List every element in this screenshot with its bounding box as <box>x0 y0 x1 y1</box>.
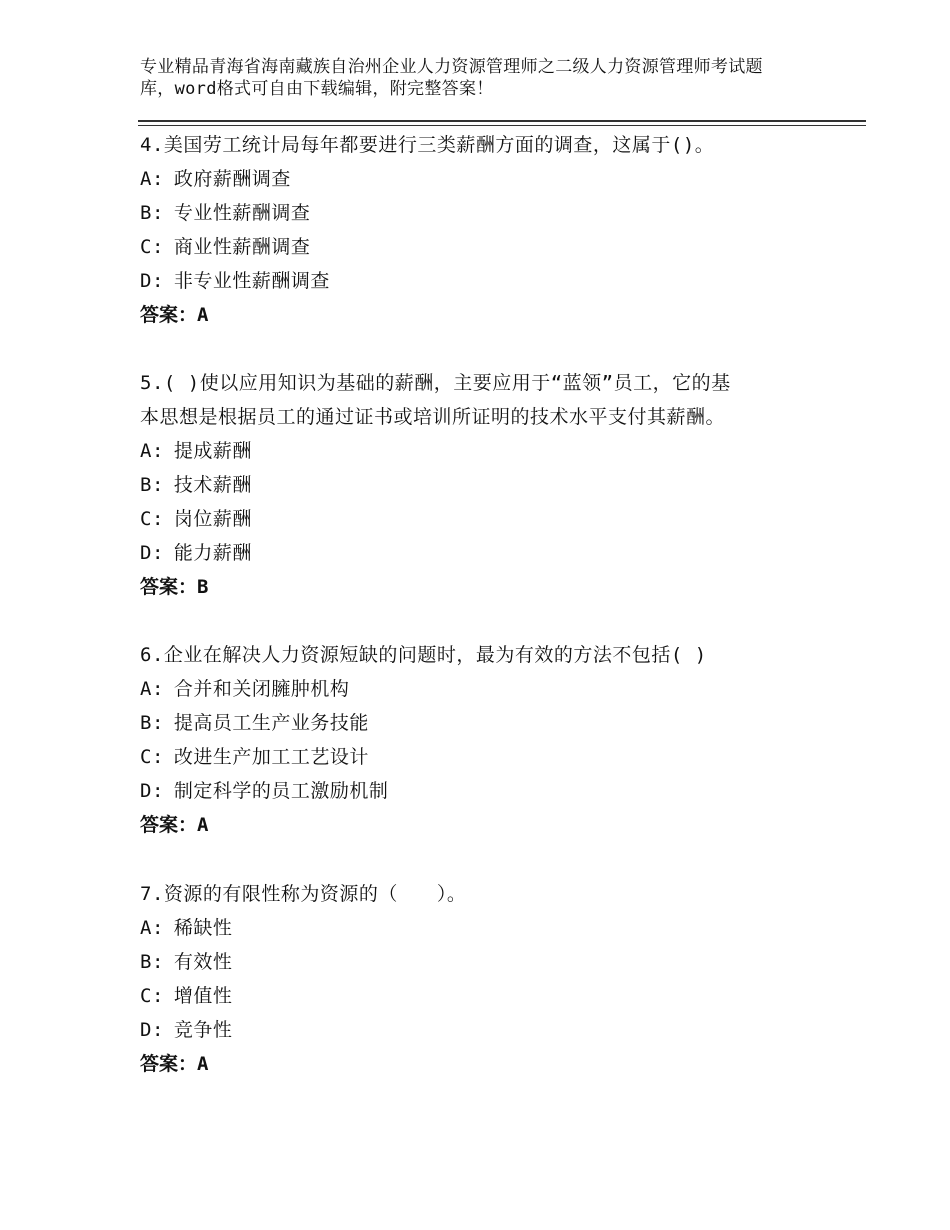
option-d: D: 能力薪酬 <box>140 536 820 570</box>
option-text: 合并和关闭臃肿机构 <box>173 678 350 700</box>
option-a: A: 政府薪酬调查 <box>140 162 820 196</box>
option-text: 稀缺性 <box>173 917 233 939</box>
question-text-line-2: 本思想是根据员工的通过证书或培训所证明的技术水平支付其薪酬。 <box>140 406 726 428</box>
option-key: C <box>140 508 152 530</box>
option-key: B <box>140 202 152 224</box>
option-b: B: 专业性薪酬调查 <box>140 196 820 230</box>
question-4 <box>140 128 820 332</box>
document-header <box>140 56 840 100</box>
answer-label: 答案： <box>140 814 198 836</box>
option-text: 能力薪酬 <box>173 542 252 564</box>
question-5 <box>140 366 820 604</box>
option-key: D <box>140 270 152 292</box>
question-text: 6.企业在解决人力资源短缺的问题时，最为有效的方法不包括( ) <box>140 644 707 666</box>
option-key: C <box>140 746 152 768</box>
header-title-line-2: 库，word格式可自由下载编辑，附完整答案！ <box>140 79 494 99</box>
header-divider-thick <box>138 120 866 122</box>
answer-label: 答案： <box>140 304 198 326</box>
option-key: B <box>140 712 152 734</box>
option-c: C: 改进生产加工工艺设计 <box>140 740 820 774</box>
option-c: C: 增值性 <box>140 979 820 1013</box>
answer-label: 答案： <box>140 576 198 598</box>
option-text: 商业性薪酬调查 <box>173 236 311 258</box>
option-b: B: 提高员工生产业务技能 <box>140 706 820 740</box>
option-text: 提高员工生产业务技能 <box>173 712 369 734</box>
answer-value: A <box>197 814 209 836</box>
option-c: C: 商业性薪酬调查 <box>140 230 820 264</box>
option-key: A <box>140 440 152 462</box>
question-6 <box>140 638 820 842</box>
answer-line <box>140 570 820 604</box>
option-a: A: 合并和关闭臃肿机构 <box>140 672 820 706</box>
option-a: A: 提成薪酬 <box>140 434 820 468</box>
answer-line <box>140 1047 820 1081</box>
answer-value: B <box>197 576 209 598</box>
question-text: 4.美国劳工统计局每年都要进行三类薪酬方面的调查，这属于()。 <box>140 134 715 156</box>
option-key: D <box>140 542 152 564</box>
option-key: C <box>140 985 152 1007</box>
option-a: A: 稀缺性 <box>140 911 820 945</box>
option-b: B: 有效性 <box>140 945 820 979</box>
option-text: 竞争性 <box>173 1019 233 1041</box>
option-text: 岗位薪酬 <box>173 508 252 530</box>
option-text: 提成薪酬 <box>173 440 252 462</box>
option-d: D: 非专业性薪酬调查 <box>140 264 820 298</box>
answer-line <box>140 808 820 842</box>
option-key: A <box>140 917 152 939</box>
answer-value: A <box>197 1053 209 1075</box>
answer-line <box>140 298 820 332</box>
option-d: D: 竞争性 <box>140 1013 820 1047</box>
option-c: C: 岗位薪酬 <box>140 502 820 536</box>
option-key: B <box>140 474 152 496</box>
option-text: 政府薪酬调查 <box>173 168 291 190</box>
option-d: D: 制定科学的员工激励机制 <box>140 774 820 808</box>
option-key: D <box>140 1019 152 1041</box>
question-7 <box>140 877 820 1081</box>
question-text-line-1: 5.( )使以应用知识为基础的薪酬，主要应用于“蓝领”员工，它的基 <box>140 372 731 394</box>
option-key: C <box>140 236 152 258</box>
option-text: 制定科学的员工激励机制 <box>173 780 389 802</box>
option-text: 技术薪酬 <box>173 474 252 496</box>
option-key: B <box>140 951 152 973</box>
option-key: D <box>140 780 152 802</box>
option-text: 专业性薪酬调查 <box>173 202 311 224</box>
option-text: 有效性 <box>173 951 233 973</box>
option-text: 改进生产加工工艺设计 <box>173 746 369 768</box>
option-key: A <box>140 168 152 190</box>
header-divider-thin <box>138 125 866 126</box>
option-text: 非专业性薪酬调查 <box>173 270 330 292</box>
answer-value: A <box>197 304 209 326</box>
option-b: B: 技术薪酬 <box>140 468 820 502</box>
header-title-line-1: 专业精品青海省海南藏族自治州企业人力资源管理师之二级人力资源管理师考试题 <box>140 57 763 77</box>
option-text: 增值性 <box>173 985 233 1007</box>
option-key: A <box>140 678 152 700</box>
question-text: 7.资源的有限性称为资源的（ ）。 <box>140 883 467 905</box>
answer-label: 答案： <box>140 1053 198 1075</box>
